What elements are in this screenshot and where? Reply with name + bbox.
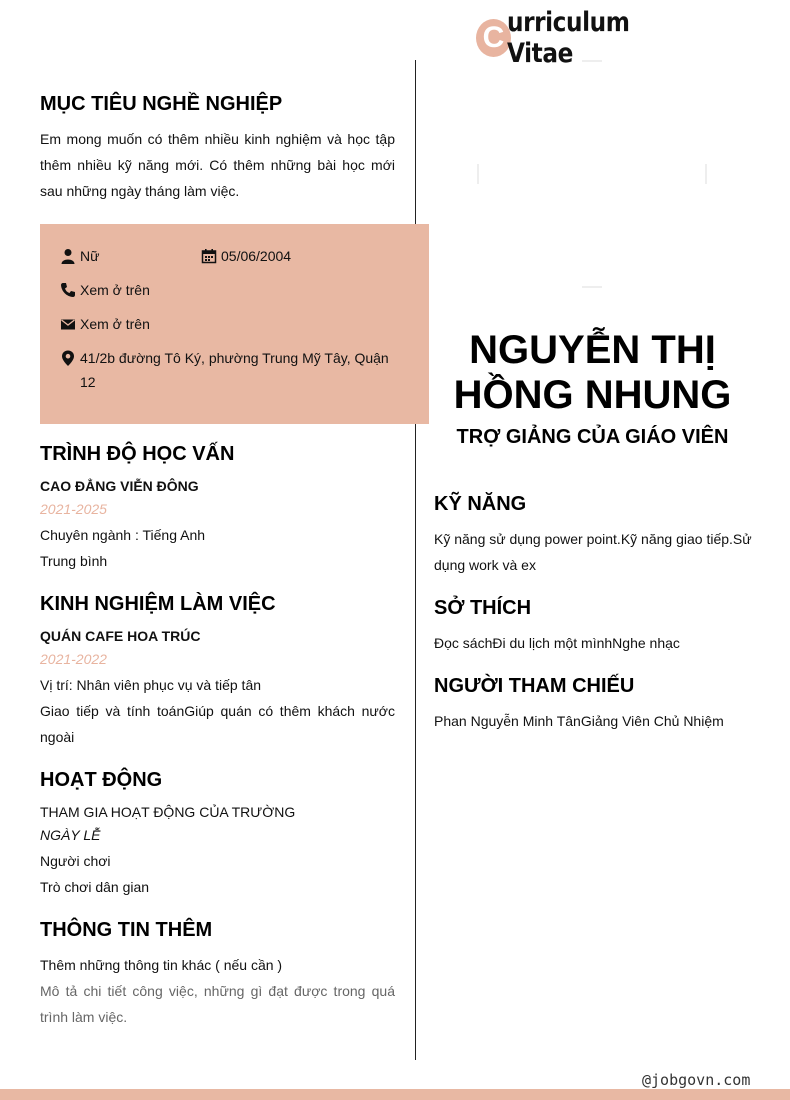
person-icon [60, 248, 76, 264]
experience-position: Vị trí: Nhân viên phục vụ và tiếp tân [40, 677, 262, 693]
skills-text: Kỹ năng sử dụng power point.Kỹ năng giao tiếp.Sử dụng work và ex [434, 531, 752, 573]
watermark-text: @jobgovn.com [642, 1071, 751, 1089]
education-school: CAO ĐẲNG VIỄN ĐÔNG [40, 478, 199, 494]
education-major: Chuyên ngành : Tiếng Anh [40, 527, 206, 543]
phone-value: Xem ở trên [80, 282, 150, 298]
additional-info-heading: THÔNG TIN THÊM [40, 919, 213, 941]
activities-heading: HOẠT ĐỘNG [40, 769, 163, 791]
email-row [60, 312, 150, 336]
phone-row [60, 278, 150, 302]
mail-icon [60, 316, 76, 332]
phone-icon [60, 282, 76, 298]
education-grade: Trung bình [40, 553, 108, 569]
birthdate-value: 05/06/2004 [221, 248, 292, 264]
candidate-name: NGUYỄN THỊ HỒNG NHUNG [453, 328, 732, 417]
activity-role: Người chơi [40, 853, 111, 869]
experience-period: 2021-2022 [40, 651, 107, 667]
education-period: 2021-2025 [40, 501, 107, 517]
address-value: 41/2b đường Tô Ký, phường Trung Mỹ Tây, Quận 12 [80, 350, 389, 390]
hobbies-text: Đọc sáchĐi du lịch một mìnhNghe nhạc [434, 635, 680, 651]
logo-c-badge: C [476, 19, 511, 57]
additional-info-line2: Mô tả chi tiết công việc, những gì đạt được trong quá trình làm việc. [40, 983, 395, 1025]
email-value: Xem ở trên [80, 316, 150, 332]
personal-info-box [40, 224, 429, 424]
hobbies-heading: SỞ THÍCH [434, 597, 532, 619]
gender-value: Nữ [80, 248, 100, 264]
education-heading: TRÌNH ĐỘ HỌC VẤN [40, 443, 235, 465]
logo-text: urriculum Vitae [506, 7, 630, 69]
calendar-icon [201, 248, 217, 264]
experience-heading: KINH NGHIỆM LÀM VIỆC [40, 593, 276, 615]
location-pin-icon [60, 348, 76, 368]
activity-event: NGÀY LỄ [40, 827, 101, 843]
cv-logo [476, 7, 716, 69]
address-row [60, 346, 390, 394]
references-text: Phan Nguyễn Minh TânGiảng Viên Chủ Nhiệm [434, 713, 724, 729]
activity-detail: Trò chơi dân gian [40, 879, 150, 895]
experience-description: Giao tiếp và tính toánGiúp quán có thêm khách nước ngoài [40, 703, 395, 745]
career-goal-text: Em mong muốn có thêm nhiều kinh nghiệm và học tập thêm nhiều kỹ năng mới. Có thêm những bài học mới sau những ngày tháng làm việc. [40, 131, 395, 199]
footer-accent-bar [0, 1089, 790, 1100]
birthdate-row [201, 244, 291, 268]
column-divider [415, 60, 416, 1060]
experience-company: QUÁN CAFE HOA TRÚC [40, 628, 201, 644]
career-goal-heading: MỤC TIÊU NGHỀ NGHIỆP [40, 93, 283, 115]
references-heading: NGƯỜI THAM CHIẾU [434, 675, 635, 697]
activity-organization: THAM GIA HOẠT ĐỘNG CỦA TRƯỜNG [40, 804, 296, 820]
gender-row [60, 244, 99, 268]
profile-photo [477, 60, 707, 288]
additional-info-line1: Thêm những thông tin khác ( nếu cần ) [40, 957, 283, 973]
skills-heading: KỸ NĂNG [434, 493, 527, 515]
candidate-job-title: TRỢ GIẢNG CỦA GIÁO VIÊN [456, 426, 729, 448]
